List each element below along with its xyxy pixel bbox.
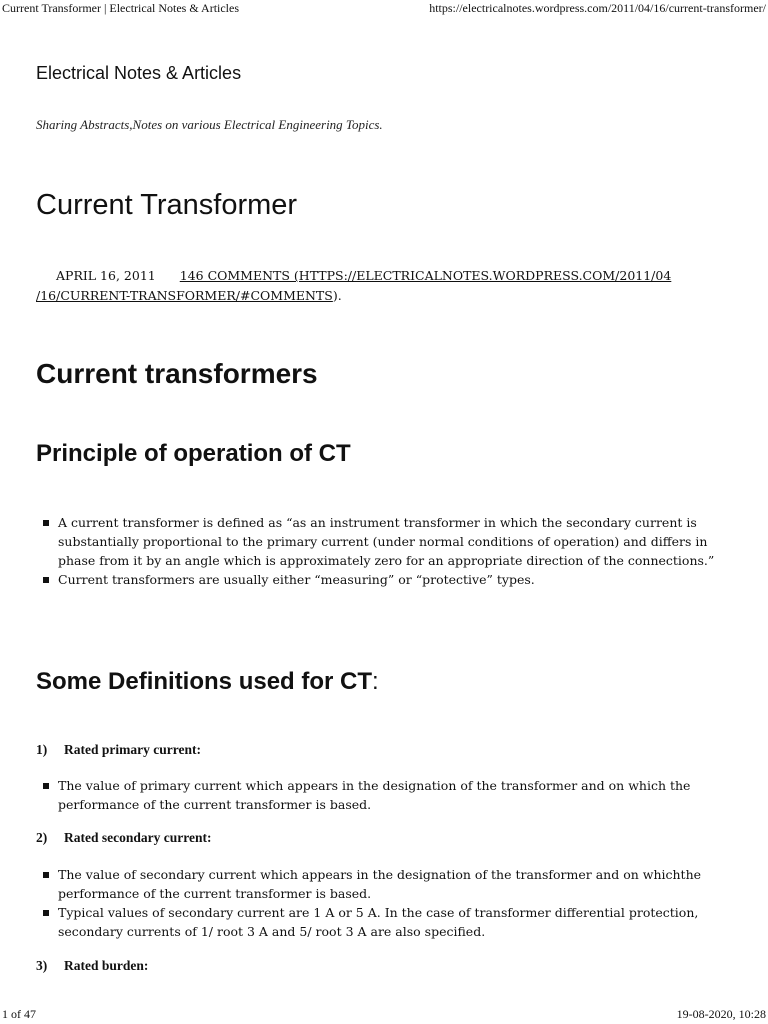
list-item: The value of secondary current which appears in the designation of the transformer and on whichthe performance of the current transformer is based.: [40, 865, 730, 903]
post-meta: [36, 266, 736, 306]
definition-number: 1): [36, 742, 48, 757]
list-item: Current transformers are usually either “measuring” or “protective” types.: [40, 570, 730, 589]
list-item: The value of primary current which appears in the designation of the transformer and on which the performance of the current transformer is based.: [40, 776, 730, 814]
principle-list: [40, 513, 730, 589]
definitions-heading: [36, 668, 379, 696]
site-tagline: Sharing Abstracts,Notes on various Electrical Engineering Topics.: [36, 117, 383, 132]
list-item: A current transformer is defined as “as an instrument transformer in which the secondary current is substantially proportional to the primary current (under normal conditions of operation) and differs in phase from it by an angle which is approximately zero for an appropriate direction of the connections.”: [40, 513, 730, 570]
definitions-heading-text: Some Definitions used for CT: [36, 668, 373, 695]
definition-term: Rated burden:: [64, 958, 149, 973]
definitions-heading-colon: :: [372, 668, 379, 695]
definition-label: [36, 742, 201, 758]
comments-tail: ).: [332, 288, 342, 303]
content-heading: Current transformers: [36, 358, 318, 389]
page-counter: 1 of 47: [2, 1007, 36, 1021]
definition-term: Rated primary current:: [64, 742, 201, 757]
post-title: Current Transformer: [36, 189, 298, 221]
definition-term: Rated secondary current:: [64, 830, 212, 845]
comments-anchor-text: #COMMENTS: [239, 288, 333, 303]
list-item: Typical values of secondary current are 1 A or 5 A. In the case of transformer differential protection, secondary currents of 1/ root 3 A and 5/ root 3 A are also specified.: [40, 903, 730, 941]
print-header-url: https://electricalnotes.wordpress.com/2011/04/16/current-transformer/: [429, 1, 766, 15]
comments-link-text: 146 COMMENTS (HTTPS://ELECTRICALNOTES.WORDPRESS.COM/2011/04: [179, 268, 672, 283]
definition-label: [36, 958, 148, 974]
definition-number: 2): [36, 830, 48, 845]
print-header: [0, 1, 768, 17]
definition-label: [36, 830, 211, 846]
print-header-title: Current Transformer | Electrical Notes & Articles: [2, 1, 240, 15]
post-date: APRIL 16, 2011: [56, 268, 156, 283]
comments-link-text-cont: /16/CURRENT-TRANSFORMER/: [36, 288, 240, 303]
principle-heading: Principle of operation of CT: [36, 440, 351, 467]
definition-list: [40, 865, 730, 941]
definition-number: 3): [36, 958, 48, 973]
print-footer: [0, 1007, 768, 1023]
definition-list: [40, 776, 730, 814]
print-timestamp: 19-08-2020, 10:28: [676, 1007, 766, 1021]
site-title[interactable]: Electrical Notes & Articles: [36, 63, 242, 83]
